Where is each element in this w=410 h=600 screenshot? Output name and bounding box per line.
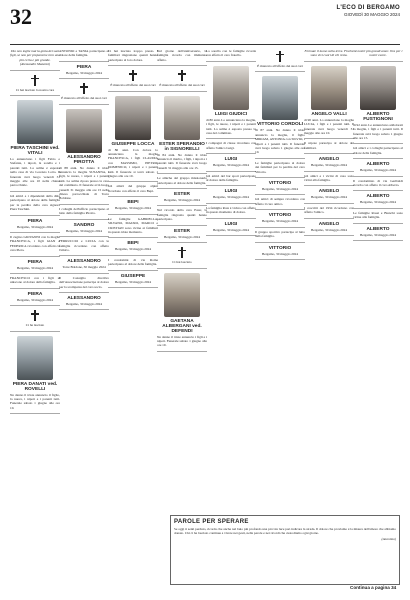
deceased-name: VITTORIO CORDOLI bbox=[256, 122, 303, 128]
notice-name: VITTORIO bbox=[268, 181, 292, 187]
obituary-notice bbox=[10, 192, 60, 216]
notice-name: PIERA bbox=[27, 259, 43, 265]
portrait-photo bbox=[115, 96, 151, 140]
notice-text: I colleghi dell'ufficio partecipano al lutto della famiglia Pirotta. bbox=[59, 206, 109, 216]
notice-text: I compagni di classe ricordano con affetto l'amico Luigi. bbox=[206, 141, 256, 150]
notice-name: SANDRO bbox=[73, 222, 95, 228]
obituary-notice bbox=[10, 274, 60, 289]
notice-text: Le famiglie GABRIELLA, SILVANO, MAURO, MARCO e CRISTIAN sono vicine ai familiari in questo triste momento. bbox=[108, 216, 158, 234]
deceased-name: ALBERTO FUSTIGNONI bbox=[363, 111, 393, 122]
notice-name: ALESSANDRO bbox=[67, 259, 101, 265]
notice-text: Gli amici e i dipendenti della ditta partecipano al dolore della famiglia per la perdita della cara signora Piera Taschini. bbox=[10, 193, 60, 212]
notice-name: LUIGI bbox=[224, 221, 238, 227]
obituary-notice bbox=[353, 47, 403, 62]
notice-text: FRANCESCO con i figli si uniscono al dolore della famiglia. bbox=[10, 275, 60, 285]
notice-name: PIERA bbox=[76, 64, 92, 70]
notice-place-date: Bergamo, 30 maggio 2024 bbox=[310, 227, 348, 232]
obituary-notice bbox=[59, 105, 109, 205]
notice-place-date: Bergamo, 30 maggio 2024 bbox=[261, 187, 299, 192]
obituary-notice bbox=[10, 47, 60, 71]
obituary-notice bbox=[304, 62, 354, 140]
obituary-notice bbox=[59, 237, 109, 256]
notice-text: La famiglia Rota è vicina con affetto in questo momento di dolore. bbox=[206, 205, 256, 215]
notice-name: PIERA bbox=[27, 218, 43, 224]
notice-text: Il cugino GIOVANNI con la moglie FRANCESCA, i figli GIAN e FEDERICA ricordano con affetto la cara Piera. bbox=[10, 234, 60, 253]
notice-place-date: Bergamo, 30 maggio 2024 bbox=[16, 297, 54, 302]
portrait-photo bbox=[164, 273, 200, 317]
intro-text: È mancato all'affetto dei suoi cari bbox=[257, 64, 303, 68]
notice-name: ANGELO bbox=[318, 221, 340, 227]
notice-text: di 92 anni. Le annunciano addolorati la moglie, i figli e i parenti tutti. Il funerale avrà luogo sabato 1 giugno alle ore 15. bbox=[353, 122, 403, 141]
notice-text: Il Consiglio direttivo dell'Associazione partecipa al dolore per la scomparsa del caro socio. bbox=[59, 275, 109, 289]
deceased-name: GIUSEPPE LOCCA bbox=[111, 141, 155, 147]
notice-text: Ne danno il triste annuncio il figlio, la nuora, i nipoti e i parenti tutti. Funerale sabato 1 giugno alle ore 10. bbox=[10, 392, 60, 410]
obituary-notice bbox=[353, 224, 403, 241]
obituary-notice bbox=[59, 47, 109, 62]
box-author: (Anonimo) bbox=[381, 536, 396, 541]
notice-name: BEPI bbox=[127, 241, 139, 247]
notice-name: ANGELO bbox=[318, 157, 340, 163]
obituary-notice bbox=[206, 219, 256, 236]
notice-name: ANGELO bbox=[318, 189, 340, 195]
cross-icon bbox=[178, 247, 186, 258]
obituary-notice bbox=[206, 186, 256, 203]
obituary-notice bbox=[304, 154, 354, 171]
notice-text: di 88 anni. Ne danno il triste annuncio la moglie SUSANNA, i figli, le nuore, i nipoti e i parenti tutti. La salma riposa presso la casa del commiato. Il funerale avrà luogo venerdì 31 maggio alle ore 15 nella chiesa parrocchiale di Torre Boldone. bbox=[59, 165, 109, 201]
cross-icon bbox=[276, 51, 284, 62]
notice-place-date: Bergamo, 30 maggio 2024 bbox=[261, 251, 299, 256]
cross-icon bbox=[31, 75, 39, 86]
obituary-notice bbox=[157, 92, 207, 175]
portrait-photo bbox=[66, 109, 102, 153]
notice-text: di 84 anni. Ne danno il triste annuncio il marito, i figli, i nipoti e i parenti tutti. Il funerale avrà luogo venerdì 31 maggio alle ore 15. bbox=[157, 152, 207, 170]
obituary-notice bbox=[108, 256, 158, 271]
deceased-name: LUIGI GIUDICI bbox=[214, 111, 248, 117]
notice-text: Gli amici e i colleghi partecipano al dolore della famiglia. bbox=[353, 146, 403, 155]
obituary-notice bbox=[157, 243, 207, 268]
obituary-notice bbox=[108, 47, 158, 66]
obituary-notice bbox=[157, 47, 207, 66]
obituary-notice bbox=[157, 226, 207, 243]
deceased-name: ESTER SPERANDIO in SIGNORELLI bbox=[159, 141, 205, 152]
deceased-name: PIERA TASCHINI ved. VITALI bbox=[10, 146, 60, 157]
intro-text: È mancata all'affetto dei suoi cari bbox=[110, 83, 156, 88]
obituary-notice bbox=[353, 62, 403, 145]
notice-text: di 80 anni. Lo annunciano la moglie, i figli, le nuore, i nipoti e i parenti tutti. La salma è esposta presso la casa del commiato. bbox=[206, 117, 256, 136]
obituary-notice bbox=[206, 154, 256, 171]
obituary-notice bbox=[108, 182, 158, 197]
notice-text: Ne danno il triste annuncio i figli e i nipoti. Funerale sabato 1 giugno alle ore 10. bbox=[157, 334, 207, 348]
obituary-notice bbox=[59, 205, 109, 220]
notice-name: ALESSANDRO bbox=[67, 295, 101, 301]
obituary-notice bbox=[206, 139, 256, 154]
notice-name: VITTORIO bbox=[268, 213, 292, 219]
notice-place-date: Torre Boldone, 30 maggio 2024 bbox=[62, 265, 106, 270]
notice-place-date: Bergamo, 30 maggio 2024 bbox=[212, 195, 250, 200]
notice-name: VITTORIO bbox=[268, 245, 292, 251]
obituary-notice bbox=[10, 233, 60, 257]
portrait-photo bbox=[164, 96, 200, 140]
obituary-notice bbox=[206, 172, 256, 187]
notice-place-date: Bergamo, 30 maggio 2024 bbox=[65, 301, 103, 306]
notice-text: FERRUCCIO e LUCIA con le famiglie ricordano con affetto l'amico. bbox=[59, 239, 109, 252]
notice-name: BEPI bbox=[127, 200, 139, 206]
portrait-photo bbox=[311, 66, 347, 110]
notice-text: Nel ricordo della cara Ester, la famiglia ringrazia quanti hanno partecipato. bbox=[157, 208, 207, 222]
notice-text: Gli amici del gruppo alpini ricordano con affetto il caro Bepi. bbox=[108, 184, 158, 193]
notice-text: Gli amici del bar sport partecipano al dolore della famiglia. bbox=[206, 173, 256, 183]
notice-text: Le amiche del gruppo missionario partecipano al dolore della famiglia. bbox=[157, 176, 207, 185]
obituary-notice bbox=[353, 209, 403, 224]
notice-place-date: Bergamo, 30 maggio 2024 bbox=[359, 232, 397, 237]
intro-text: Ci ha lasciato bbox=[25, 323, 45, 328]
obituary-notice bbox=[10, 71, 60, 96]
header-rule bbox=[10, 44, 400, 45]
page-number: 32 bbox=[10, 4, 32, 29]
obituary-notice bbox=[206, 62, 256, 140]
notice-place-date: Bergamo, 30 maggio 2024 bbox=[16, 224, 54, 229]
notice-text: Il condominio di via Garibaldi ricorda con affetto il caro Alberto. bbox=[353, 178, 403, 188]
box-title: PAROLE PER SPERARE bbox=[174, 519, 249, 525]
notice-name: ALBERTO bbox=[366, 162, 390, 168]
cross-icon bbox=[178, 70, 186, 81]
portrait-photo bbox=[262, 76, 298, 120]
obituary-notice bbox=[10, 306, 60, 331]
quote-author: (Alessandro Manzoni) bbox=[19, 62, 51, 67]
obituary-notice bbox=[206, 204, 256, 219]
hope-words-box bbox=[170, 515, 400, 585]
obituary-notice bbox=[304, 204, 354, 219]
notice-name: ESTER bbox=[174, 228, 190, 234]
obituary-notice bbox=[108, 66, 158, 91]
obituary-notice bbox=[108, 215, 158, 239]
notice-place-date: Bergamo, 30 maggio 2024 bbox=[114, 247, 152, 252]
notice-text: Lo annunciano i figli Fabio e Stefania, i nipoti, la sorella e i parenti tutti. La salma è esposta nella casa di via Lorenzo Lotto. Il funerale avrà luogo venerdì 31 maggio alle ore 10 nella chiesa parrocchiale. bbox=[10, 157, 60, 188]
cross-icon bbox=[80, 83, 88, 94]
notice-place-date: Bergamo, 30 maggio 2024 bbox=[114, 206, 152, 211]
obituary-notice bbox=[10, 289, 60, 306]
notice-place-date: Bergamo, 30 maggio 2024 bbox=[359, 200, 397, 205]
obituary-notice bbox=[353, 177, 403, 192]
notice-place-date: Bergamo, 30 maggio 2024 bbox=[212, 163, 250, 168]
notice-text: La sorella con le famiglie ricorda con affetto il caro fratello. bbox=[206, 49, 256, 58]
notice-place-date: Bergamo, 30 maggio 2024 bbox=[310, 163, 348, 168]
notice-place-date: Bergamo, 30 maggio 2024 bbox=[65, 228, 103, 233]
notice-place-date: Bergamo, 30 maggio 2024 bbox=[65, 70, 103, 75]
obituary-notice bbox=[10, 96, 60, 192]
obituary-notice bbox=[255, 195, 305, 210]
obituary-notice bbox=[353, 144, 403, 159]
notice-text: Le famiglie partecipano al dolore dei familiari per la perdita del caro Vittorio. bbox=[255, 160, 305, 174]
obituary-notice bbox=[255, 228, 305, 243]
obituary-notice bbox=[206, 47, 256, 62]
notice-text: ANTONIO e TANIA partecipano al dolore della famiglia. bbox=[59, 49, 109, 58]
obituary-notice bbox=[108, 92, 158, 183]
intro-text: È mancato all'affetto dei suoi cari bbox=[61, 96, 107, 101]
obituary-notice bbox=[255, 159, 305, 178]
notice-name: ALBERTO bbox=[366, 226, 390, 232]
obituary-notice bbox=[157, 66, 207, 91]
column-7 bbox=[304, 47, 354, 512]
notice-place-date: Bergamo, 30 maggio 2024 bbox=[16, 265, 54, 270]
obituary-notice bbox=[353, 191, 403, 208]
obituary-notice bbox=[304, 186, 354, 203]
page-header bbox=[0, 0, 410, 44]
newspaper-name: L'ECO DI BERGAMO bbox=[336, 5, 400, 11]
notice-place-date: Bergamo, 30 maggio 2024 bbox=[359, 168, 397, 173]
portrait-photo bbox=[213, 66, 249, 110]
notice-text: Il gruppo sportivo partecipa al lutto della famiglia. bbox=[255, 229, 305, 239]
obituary-notice bbox=[304, 139, 354, 154]
notice-text: Il nipote partecipa al dolore dei familiari. bbox=[304, 141, 354, 150]
notice-text: Le famiglie Rossi e Bianchi sono vicine alla famiglia. bbox=[353, 210, 403, 220]
obituary-notice bbox=[10, 216, 60, 233]
notice-place-date: Bergamo, 30 maggio 2024 bbox=[212, 227, 250, 232]
deceased-name: GAETANA ALBERGANI ved. DEFENDI bbox=[162, 318, 202, 334]
obituary-notice bbox=[108, 197, 158, 214]
portrait-photo bbox=[17, 336, 53, 380]
obituary-notice bbox=[157, 269, 207, 352]
notice-place-date: Bergamo, 30 maggio 2024 bbox=[310, 195, 348, 200]
notice-place-date: Bergamo, 30 maggio 2024 bbox=[261, 219, 299, 224]
notice-text: di 86 anni. Con dolore lo annunciano la moglie FRANCESCA, i figli CLAUDIA con MASSIMO, PIETRO, DOMENICO, i nipoti e i parenti tutti. Il funerale si terrà sabato 1 giugno alle ore 10. bbox=[108, 147, 158, 179]
quote-text: Dio non toglie mai la gioia dei suoi figli, se non per prepararne loro una più certa e più grande. bbox=[10, 49, 60, 62]
notice-place-date: Bergamo, 30 maggio 2024 bbox=[163, 198, 201, 203]
obituary-notice bbox=[59, 79, 109, 104]
obituary-notice bbox=[353, 159, 403, 176]
obituary-notice bbox=[255, 178, 305, 195]
obituary-notice bbox=[255, 47, 305, 72]
obituary-notice bbox=[157, 206, 207, 225]
column-1 bbox=[10, 47, 60, 592]
notice-text: Nel giorno dell'anniversario, la famiglia ricorda con immutato affetto. bbox=[157, 49, 207, 62]
obituary-notice bbox=[304, 47, 354, 62]
obituary-notice bbox=[10, 257, 60, 274]
notice-text: Gli amici di sempre ricordano con affetto il caro amico. bbox=[255, 197, 305, 206]
obituary-notice bbox=[108, 271, 158, 288]
cross-icon bbox=[31, 310, 39, 321]
notice-place-date: Bergamo, 30 maggio 2024 bbox=[114, 279, 152, 284]
notice-name: PIERA bbox=[27, 291, 43, 297]
column-2 bbox=[59, 47, 109, 592]
obituary-notice bbox=[59, 220, 109, 237]
obituary-notice bbox=[304, 219, 354, 236]
notice-place-date: Bergamo, 30 maggio 2024 bbox=[163, 234, 201, 239]
notice-text: di 90 anni. Lo annunciano la moglie LUCIA, i figli e i parenti tutti. Il funerale avrà luogo venerdì 31 maggio alle ore 10. bbox=[304, 117, 354, 136]
continues-note: Continua a pagina 34 bbox=[350, 585, 397, 590]
intro-text: È mancata all'affetto dei suoi cari bbox=[159, 83, 205, 88]
deceased-name: PIERA DANATI ved. ROVELLI bbox=[12, 381, 58, 392]
obituary-notice bbox=[59, 274, 109, 293]
obituary-notice bbox=[255, 210, 305, 227]
notice-text: Ci hai lasciato troppo presto. I familiari ringraziano quanti hanno partecipato al loro dolore. bbox=[108, 49, 158, 62]
column-3 bbox=[108, 47, 158, 592]
notice-name: ALBERTO bbox=[366, 194, 390, 200]
obituary-notice bbox=[108, 238, 158, 255]
box-text: Se oggi ti senti perduto, ricorda che anche nel buio più profondo una piccola luce può indicare la strada. Il dolore che proviamo è la misura dell'amore che abbiamo donato. Chi ci ha lasciato continua a vivere nei gesti, nelle parole e nei ricordi che custodiamo ogni giorno. bbox=[174, 527, 396, 536]
portrait-photo bbox=[17, 100, 53, 144]
obituary-notice bbox=[255, 72, 305, 158]
obituary-notice bbox=[304, 172, 354, 187]
obituary-notice bbox=[157, 174, 207, 189]
column-8 bbox=[353, 47, 403, 512]
notice-name: ESTER bbox=[174, 192, 190, 198]
notice-text: di 87 anni. Ne danno il triste annuncio la moglie, il figlio MIRIAM, ANTONIA con SILVIO, i nipoti e i parenti tutti. Il funerale avrà luogo sabato 1 giugno alle ore 10. bbox=[255, 128, 305, 155]
obituary-notice bbox=[157, 189, 207, 206]
obituary-notice bbox=[10, 332, 60, 415]
obituary-notice bbox=[59, 62, 109, 79]
obituary-notice bbox=[59, 293, 109, 310]
obituary-notice bbox=[59, 256, 109, 273]
notice-text: Gli amici e i vicini di casa sono vicini alla famiglia. bbox=[304, 173, 354, 183]
column-6 bbox=[255, 47, 305, 512]
notice-name: GIUSEPPE bbox=[120, 273, 146, 279]
intro-text: Ci hai lasciato bbox=[172, 260, 192, 265]
portrait-photo bbox=[360, 66, 396, 110]
quote-text: Fermate il tuono sulla terra. Finché sono vivi cuori di chi resta. bbox=[304, 49, 354, 58]
deceased-name: ALESSANDRO PIROTTA bbox=[67, 154, 101, 165]
column-4 bbox=[157, 47, 207, 512]
notice-name: LUIGI bbox=[224, 157, 238, 163]
cross-icon bbox=[129, 70, 137, 81]
column-5 bbox=[206, 47, 256, 512]
notice-text: I coscritti del 1934 ricordano con affetto l'amico. bbox=[304, 205, 354, 215]
notice-name: LUIGI bbox=[224, 189, 238, 195]
quote-text: Ai nostri più grandi amor. Ora per i nostri cuore. bbox=[353, 49, 403, 58]
notice-text: I condomini di via Roma partecipano al dolore della famiglia. bbox=[108, 257, 158, 267]
issue-date: GIOVEDÌ 30 MAGGIO 2024 bbox=[343, 12, 400, 17]
deceased-name: ANGELO VALLI bbox=[311, 111, 347, 117]
intro-text: Ci hai lasciato la nostra cara bbox=[15, 87, 55, 92]
obituary-notice bbox=[255, 243, 305, 260]
